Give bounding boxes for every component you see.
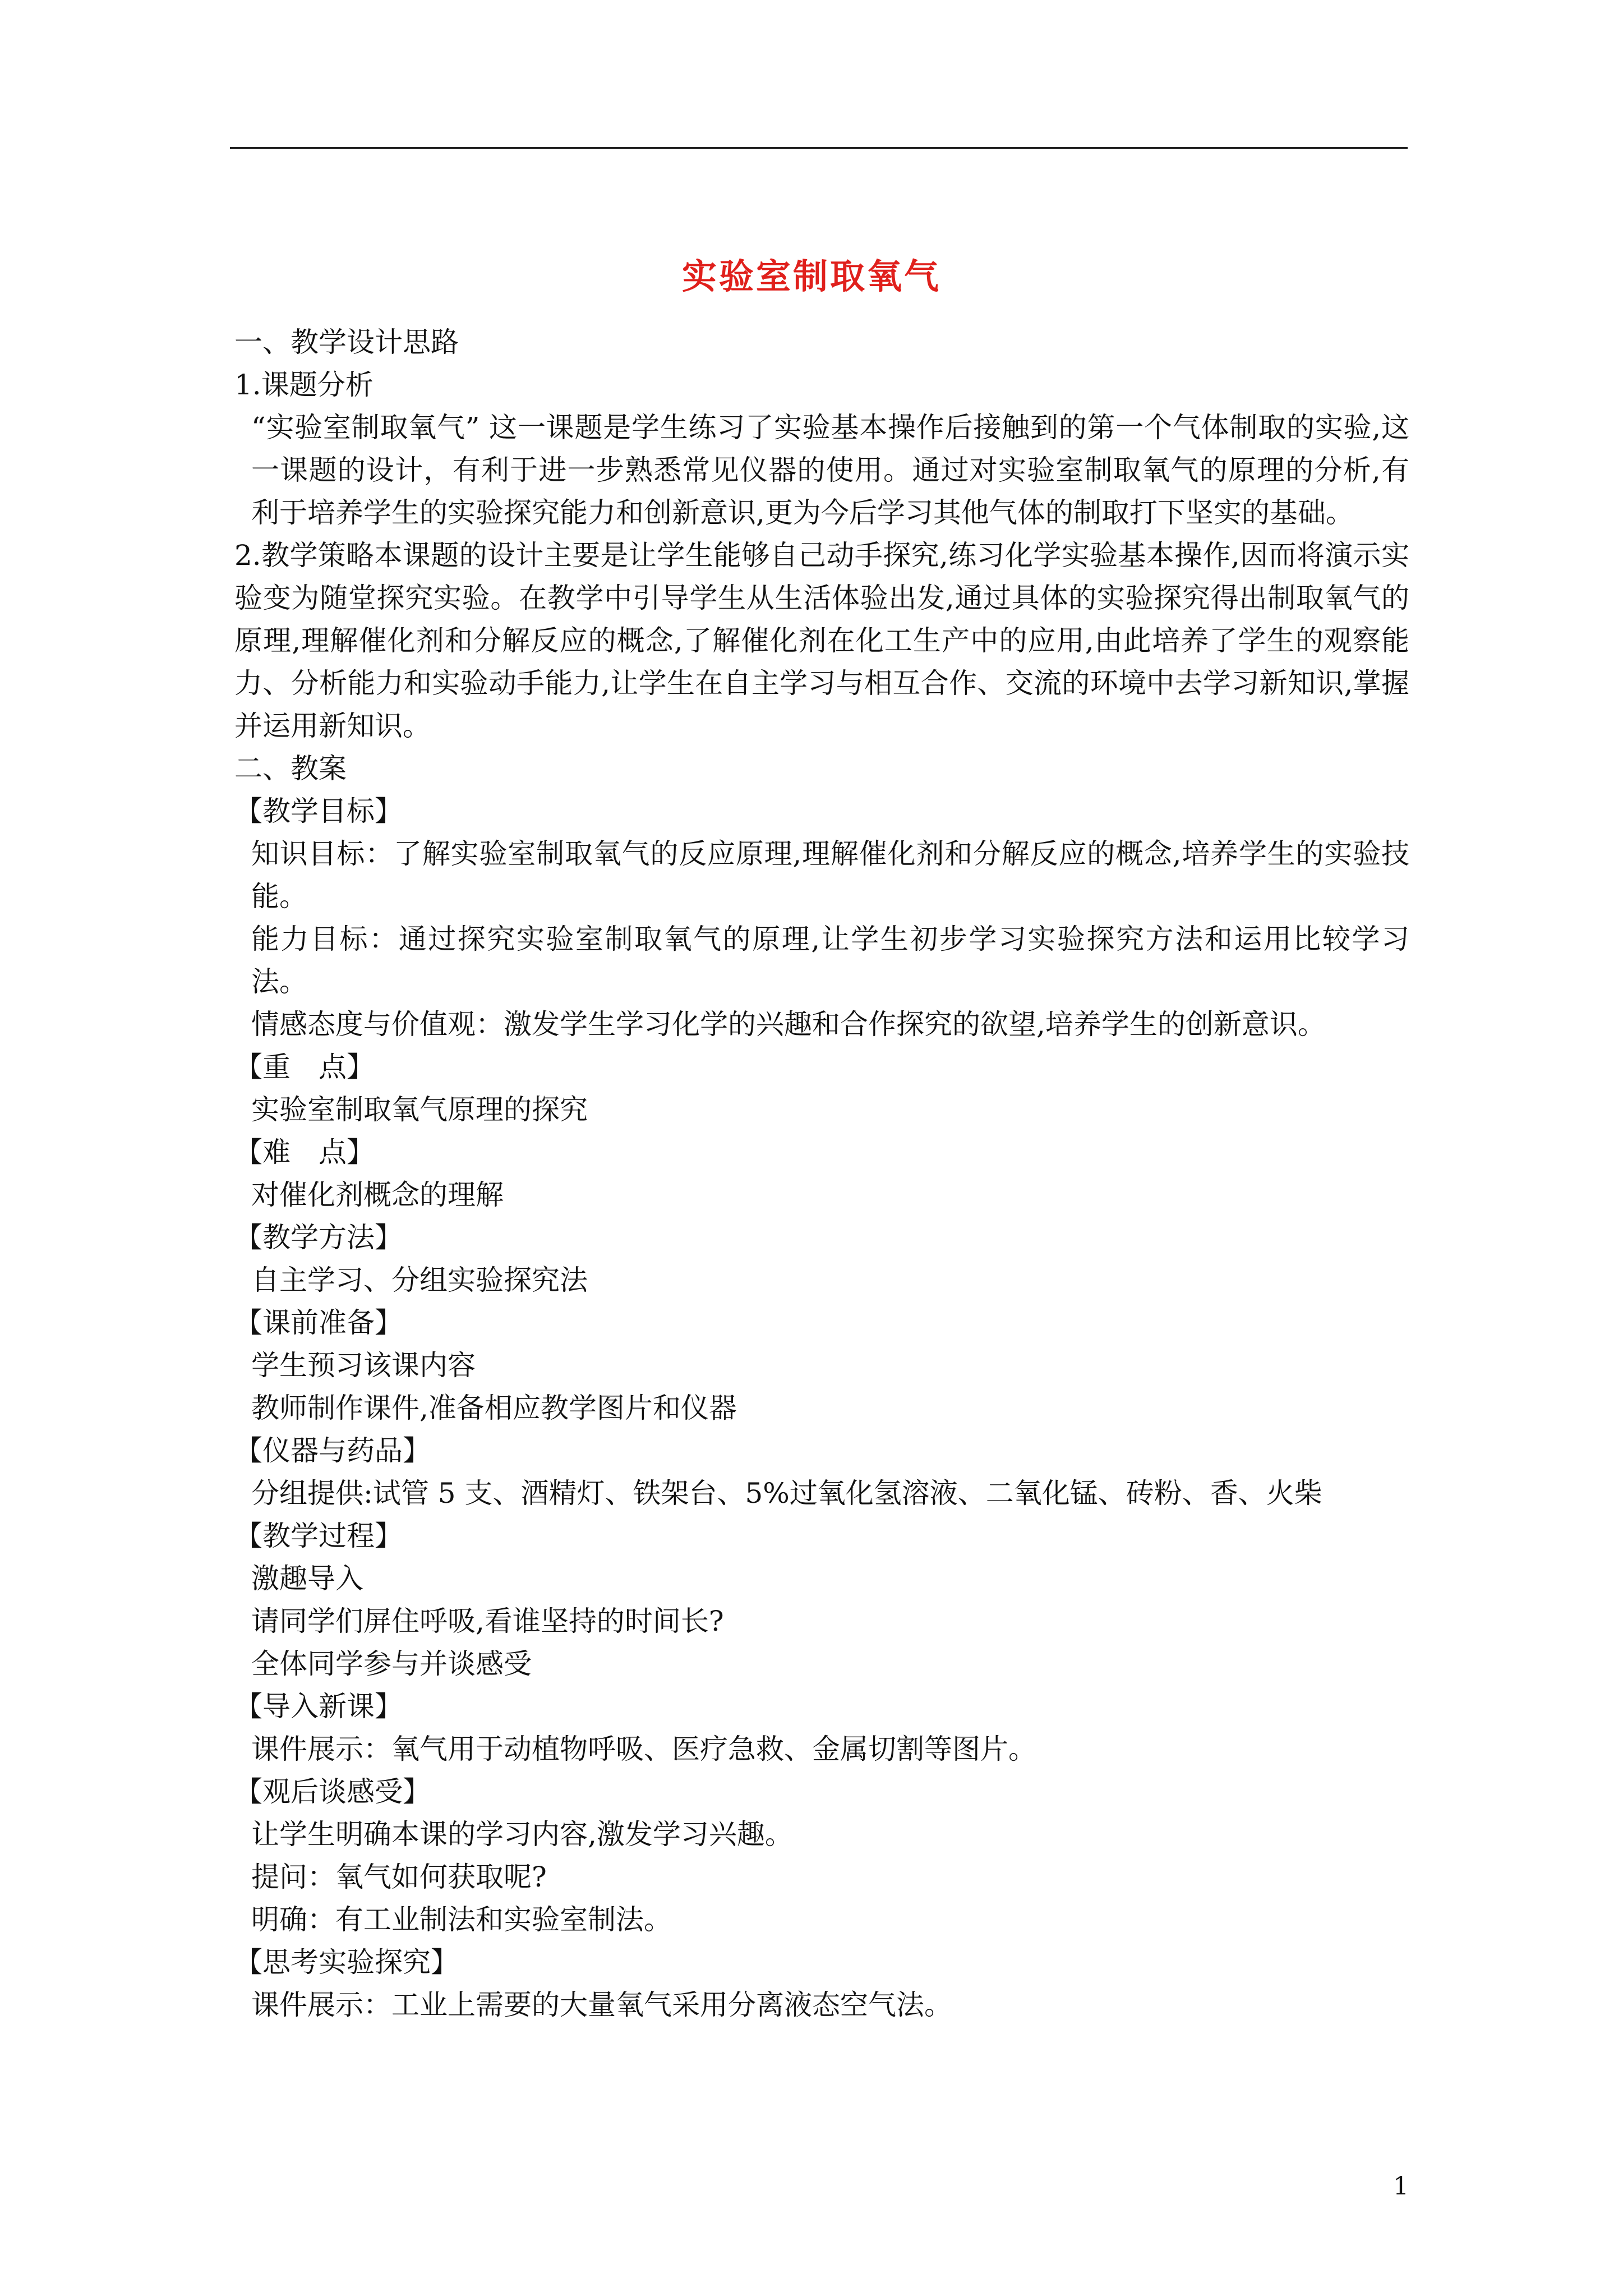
header-rule bbox=[230, 147, 1408, 149]
view-item: 让学生明确本课的学习内容,激发学习兴趣。 bbox=[251, 1818, 793, 1851]
bracket-heading: 【思考实验探究】 bbox=[234, 1946, 459, 1978]
bracket-heading: 【仪器与药品】 bbox=[234, 1434, 431, 1467]
think-text: 课件展示：工业上需要的大量氧气采用分离液态空气法。 bbox=[251, 1989, 952, 2021]
bracket-heading: 【教学目标】 bbox=[234, 795, 403, 827]
process-item: 请同学们屏住呼吸,看谁坚持的时间长? bbox=[251, 1605, 724, 1637]
section-heading: 二、教案 bbox=[234, 752, 347, 785]
paragraph-text: “实验室制取氧气” 这一课题是学生练习了实验基本操作后接触到的第一个气体制取的实验,这一课题的设计，有利于进一步熟悉常见仪器的使用。通过对实验室制取氧气的原理的分析,有利于培养学生的实验探究能力和创新意识,更为今后学习其他气体的制取打下坚实的基础。 bbox=[251, 411, 1409, 529]
bracket-heading: 【重 点】 bbox=[234, 1051, 375, 1083]
bracket-heading: 【导入新课】 bbox=[234, 1690, 403, 1723]
process-item: 全体同学参与并谈感受 bbox=[251, 1648, 532, 1680]
prep-item: 教师制作课件,准备相应教学图片和仪器 bbox=[251, 1392, 737, 1424]
bracket-heading: 【教学过程】 bbox=[234, 1520, 403, 1552]
bracket-heading: 【课前准备】 bbox=[234, 1306, 403, 1339]
process-item: 激趣导入 bbox=[251, 1562, 363, 1595]
section-heading: 一、教学设计思路 bbox=[234, 326, 459, 358]
paragraph-text: 2.教学策略本课题的设计主要是让学生能够自己动手探究,练习化学实验基本操作,因而将演示实验变为随堂探究实验。在教学中引导学生从生活体验出发,通过具体的实验探究得出制取氧气的原理,理解催化剂和分解反应的概念,了解催化剂在化工生产中的应用,由此培养了学生的观察能力、分析能力和实验动手能力,让学生在自主学习与相互合作、交流的环境中去学习新知识,掌握并运用新知识。 bbox=[234, 539, 1409, 742]
page-number: 1 bbox=[1393, 2172, 1409, 2201]
paragraph-text: 知识目标：了解实验室制取氧气的反应原理,理解催化剂和分解反应的概念,培养学生的实验技能。 bbox=[251, 838, 1409, 913]
paragraph-text: 能力目标：通过探究实验室制取氧气的原理,让学生初步学习实验探究方法和运用比较学习法。 bbox=[251, 923, 1409, 998]
difficulty-text: 对催化剂概念的理解 bbox=[251, 1179, 504, 1211]
prep-item: 学生预习该课内容 bbox=[251, 1349, 476, 1382]
bracket-heading: 【观后谈感受】 bbox=[234, 1775, 431, 1808]
view-item: 明确：有工业制法和实验室制法。 bbox=[251, 1903, 672, 1936]
bracket-heading: 【难 点】 bbox=[234, 1136, 375, 1168]
bracket-heading: 【教学方法】 bbox=[234, 1221, 403, 1254]
paragraph-teaching-strategy bbox=[234, 534, 1409, 747]
document-title: 实验室制取氧气 bbox=[681, 256, 941, 297]
equipment-text: 分组提供:试管 5 支、酒精灯、铁架台、5%过氧化氢溶液、二氧化锰、砖粉、香、火柴 bbox=[251, 1477, 1322, 1510]
key-point-text: 实验室制取氧气原理的探究 bbox=[251, 1093, 588, 1126]
goal-emotion: 情感态度与价值观：激发学生学习化学的兴趣和合作探究的欲望,培养学生的创新意识。 bbox=[251, 1008, 1326, 1041]
document-body bbox=[234, 321, 1409, 2026]
subsection-heading: 1.课题分析 bbox=[234, 369, 374, 401]
goal-knowledge bbox=[234, 832, 1409, 918]
view-item: 提问：氧气如何获取呢? bbox=[251, 1861, 547, 1893]
goal-ability bbox=[234, 918, 1409, 1003]
paragraph-topic-analysis bbox=[234, 406, 1409, 534]
new-lesson-text: 课件展示：氧气用于动植物呼吸、医疗急救、金属切割等图片。 bbox=[251, 1733, 1036, 1765]
method-text: 自主学习、分组实验探究法 bbox=[251, 1264, 588, 1296]
